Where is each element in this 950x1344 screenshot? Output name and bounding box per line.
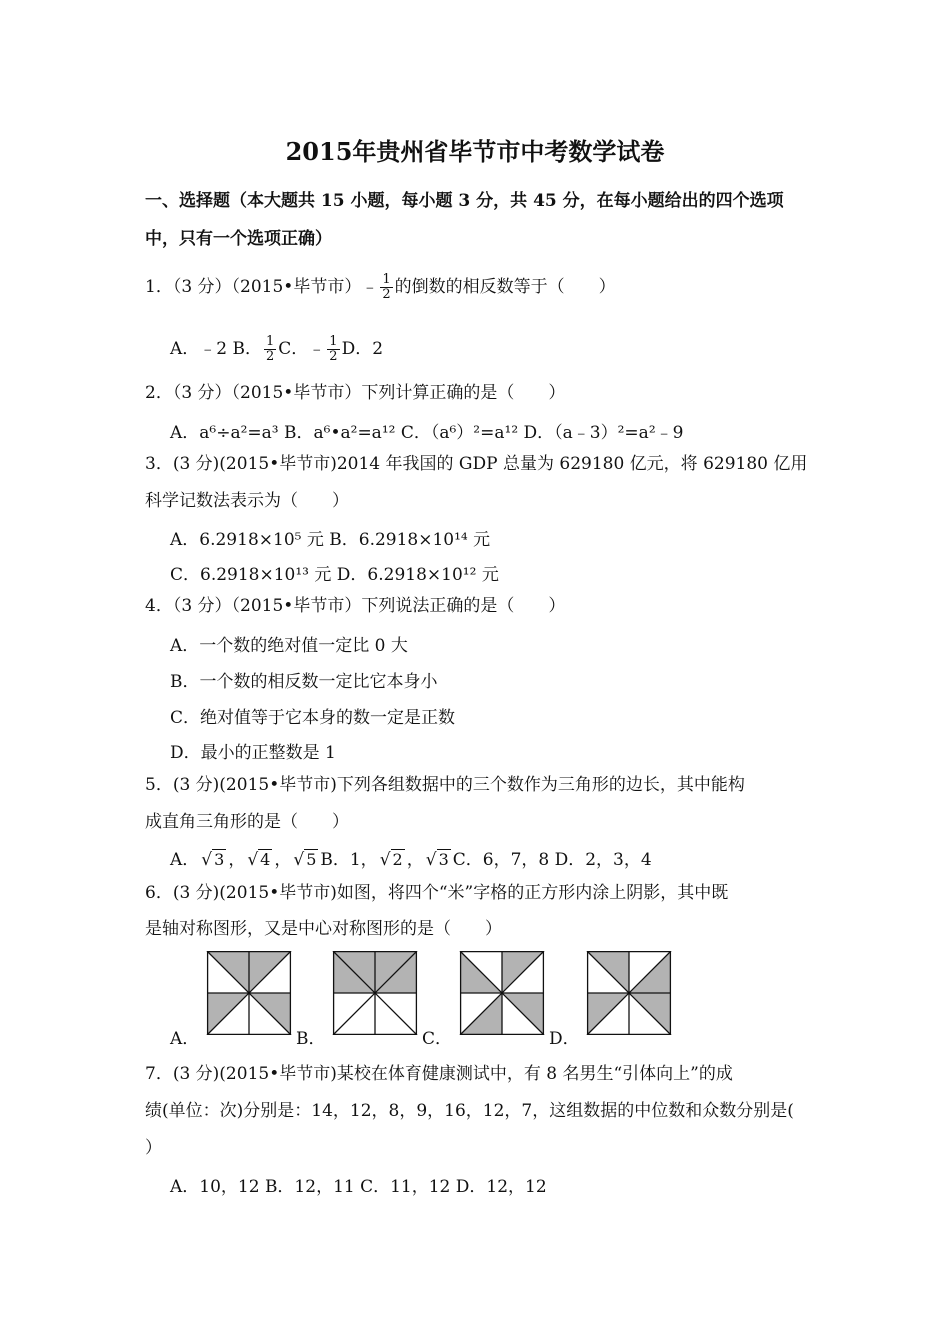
question-4-stem: 4．（3 分）（2015•毕节市）下列说法正确的是（ ） <box>145 596 566 616</box>
figure-label-c: C． <box>422 1029 453 1049</box>
question-3-options-cd: C．6.2918×10¹³ 元 D．6.2918×10¹² 元 <box>170 565 499 585</box>
question-4-option-a: A．一个数的绝对值一定比 0 大 <box>170 636 408 656</box>
figure-d <box>586 951 672 1035</box>
question-6-line2: 是轴对称图形，又是中心对称图形的是（ ） <box>145 919 502 939</box>
question-5-line2: 成直角三角形的是（ ） <box>145 812 349 832</box>
question-4-option-d: D．最小的正整数是 1 <box>170 743 336 763</box>
question-4-option-c: C．绝对值等于它本身的数一定是正数 <box>170 708 456 728</box>
question-7-options: A．10，12 B．12，11 C．11，12 D．12，12 <box>170 1177 547 1197</box>
square-root: √ 3 <box>201 850 225 870</box>
question-1-stem: 1．（3 分）（2015•毕节市）﹣ $\frac{1}{2}$ 的倒数的相反数等于（ ） <box>145 272 616 302</box>
figure-label-d: D． <box>549 1029 580 1049</box>
figure-label-b: B． <box>296 1029 326 1049</box>
fraction: $\frac{1}{2}$ <box>382 272 391 302</box>
square-root: √ 3 <box>425 850 449 870</box>
question-7-line3: ） <box>145 1138 162 1158</box>
figure-label-a: A． <box>170 1029 200 1049</box>
question-2-options: A．a⁶÷a²=a³ B．a⁶•a²=a¹² C．（a⁶）²=a¹² D．（a﹣3）²=a²﹣9 <box>170 423 684 443</box>
fraction: $\frac{1}{2}$ <box>266 334 275 364</box>
square-root: √ 4 <box>247 850 271 870</box>
page-title: 2015年贵州省毕节市中考数学试卷 <box>285 137 665 166</box>
square-root: √ 2 <box>379 850 403 870</box>
question-7-line2: 绩(单位：次)分别是：14，12，8，9，16，12，7，这组数据的中位数和众数分别是( <box>145 1101 794 1121</box>
figure-c <box>459 951 545 1035</box>
question-3-options-ab: A．6.2918×10⁵ 元 B．6.2918×10¹⁴ 元 <box>170 530 491 550</box>
square-root: √ 5 <box>293 850 317 870</box>
question-3-line2: 科学记数法表示为（ ） <box>145 491 349 511</box>
question-2-stem: 2．（3 分）（2015•毕节市）下列计算正确的是（ ） <box>145 383 566 403</box>
question-5-line1: 5．(3 分)(2015•毕节市)下列各组数据中的三个数作为三角形的边长，其中能构 <box>145 775 745 795</box>
question-4-option-b: B．一个数的相反数一定比它本身小 <box>170 672 438 692</box>
figure-b <box>332 951 418 1035</box>
question-1-options: A．﹣2 B． $\frac{1}{2}$ C．﹣ $\frac{1}{2}$ D．2 <box>170 334 384 364</box>
question-5-options: A． √ 3 ， √ 4 ， √ 5 B．1， √ 2 ， √ 3 C．6，7，8 D．2，3，4 <box>170 850 652 870</box>
section-header-line2: 中，只有一个选项正确） <box>145 229 332 249</box>
section-header-line1: 一、选择题（本大题共 15 小题，每小题 3 分，共 45 分，在每小题给出的四个选项 <box>145 191 784 211</box>
question-6-line1: 6．(3 分)(2015•毕节市)如图，将四个“米”字格的正方形内涂上阴影，其中既 <box>145 883 729 903</box>
fraction: $\frac{1}{2}$ <box>329 334 338 364</box>
question-7-line1: 7．(3 分)(2015•毕节市)某校在体育健康测试中，有 8 名男生“引体向上”的成 <box>145 1064 733 1084</box>
question-3-line1: 3．(3 分)(2015•毕节市)2014 年我国的 GDP 总量为 629180 亿元，将 629180 亿用 <box>145 454 808 474</box>
figure-a <box>206 951 292 1035</box>
